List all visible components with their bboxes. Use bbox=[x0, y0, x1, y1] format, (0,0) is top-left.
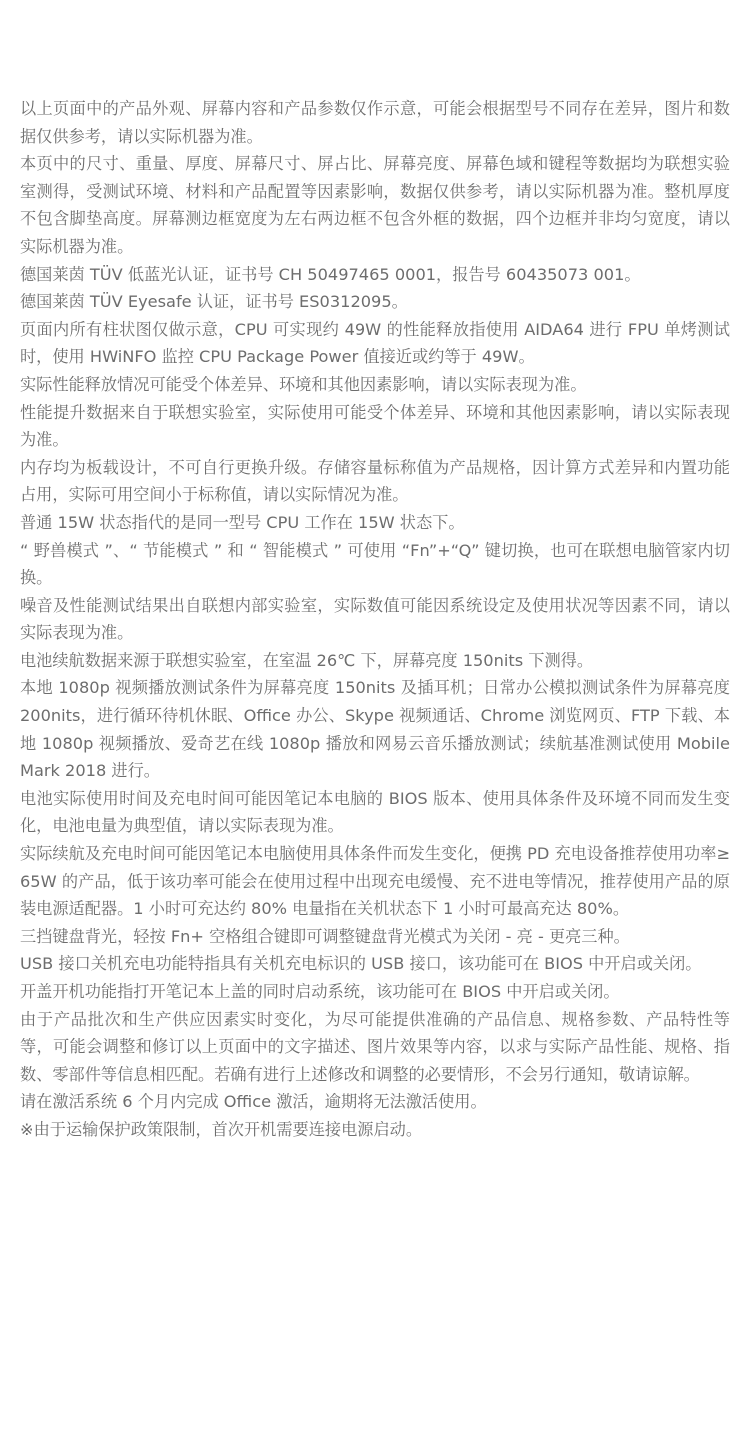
note-charging: 实际续航及充电时间可能因笔记本电脑使用具体条件而发生变化，便携 PD 充电设备推荐使用功率≥65W 的产品，低于该功率可能会在使用过程中出现充电缓慢、充不进电等情况，推荐使用产品的原装电源适配器。1 小时可充达约 80% 电量指在关机状态下 1 小时可最高充达 80%。 bbox=[20, 844, 730, 919]
note-performance-modes: “ 野兽模式 ”、“ 节能模式 ” 和 “ 智能模式 ” 可使用 “Fn”+“Q” 键切换，也可在联想电脑管家内切换。 bbox=[20, 540, 730, 588]
note-usb-charging: USB 接口关机充电功能特指具有关机充电标识的 USB 接口，该功能可在 BIOS 中开启或关闭。 bbox=[20, 954, 702, 974]
note-battery-actual: 电池实际使用时间及充电时间可能因笔记本电脑的 BIOS 版本、使用具体条件及环境不同而发生变化，电池电量为典型值，请以实际表现为准。 bbox=[20, 788, 730, 836]
note-performance-variance: 实际性能释放情况可能受个体差异、环境和其他因素影响，请以实际表现为准。 bbox=[20, 374, 587, 394]
note-tuv-low-blue-light: 德国莱茵 TÜV 低蓝光认证，证书号 CH 50497465 0001，报告号 60435073 001。 bbox=[20, 264, 641, 284]
note-measurement-data: 本页中的尺寸、重量、厚度、屏幕尺寸、屏占比、屏幕亮度、屏幕色域和键程等数据均为联想实验室测得，受测试环境、材料和产品配置等因素影响，数据仅供参考，请以实际机器为准。整机厚度不包含脚垫高度。屏幕测边框宽度为左右两边框不包含外框的数据，四个边框并非均匀宽度，请以实际机器为准。 bbox=[20, 154, 730, 256]
note-memory-storage: 内存均为板载设计，不可自行更换升级。存储容量标称值为产品规格，因计算方式差异和内置功能占用，实际可用空间小于标称值，请以实际情况为准。 bbox=[20, 457, 730, 505]
note-performance-improvement: 性能提升数据来自于联想实验室，实际使用可能受个体差异、环境和其他因素影响，请以实际表现为准。 bbox=[20, 402, 730, 450]
note-15w-state: 普通 15W 状态指代的是同一型号 CPU 工作在 15W 状态下。 bbox=[20, 512, 465, 532]
note-cpu-performance: 页面内所有柱状图仅做示意，CPU 可实现约 49W 的性能释放指使用 AIDA64 进行 FPU 单烤测试时，使用 HWiNFO 监控 CPU Package Power 值接近或约等于 49W。 bbox=[20, 319, 730, 367]
note-lid-open-boot: 开盖开机功能指打开笔记本上盖的同时启动系统，该功能可在 BIOS 中开启或关闭。 bbox=[20, 982, 620, 1001]
note-product-appearance: 以上页面中的产品外观、屏幕内容和产品参数仅作示意，可能会根据型号不同存在差异，图片和数据仅供参考，请以实际机器为准。 bbox=[20, 99, 730, 146]
note-battery-source: 电池续航数据来源于联想实验室，在室温 26℃ 下，屏幕亮度 150nits 下测得。 bbox=[20, 650, 594, 670]
note-battery-test-conditions: 本地 1080p 视频播放测试条件为屏幕亮度 150nits 及插耳机；日常办公模拟测试条件为屏幕亮度 200nits，进行循环待机休眠、Office 办公、Skype 视频通话、Chrome 浏览网页、FTP 下载、本地 1080p 视频播放、爱奇艺在线 1080p 播放和网易云音乐播放测试；续航基准测试使用 MobileMark 2018 进行。 bbox=[20, 678, 730, 781]
disclaimer-notes bbox=[20, 95, 730, 1144]
note-tuv-eyesafe: 德国莱茵 TÜV Eyesafe 认证，证书号 ES0312095。 bbox=[20, 292, 408, 312]
note-office-activation: 请在激活系统 6 个月内完成 Office 激活，逾期将无法激活使用。 bbox=[20, 1092, 487, 1112]
note-keyboard-backlight: 三挡键盘背光，轻按 Fn+ 空格组合键即可调整键盘背光模式为关闭 - 亮 - 更亮三种。 bbox=[20, 926, 630, 946]
note-product-changes: 由于产品批次和生产供应因素实时变化，为尽可能提供准确的产品信息、规格参数、产品特性等等，可能会调整和修订以上页面中的文字描述、图片效果等内容，以求与实际产品性能、规格、指数、零部件等信息相匹配。若确有进行上述修改和调整的必要情形，不会另行通知，敬请谅解。 bbox=[20, 1009, 730, 1084]
note-noise-test: 噪音及性能测试结果出自联想内部实验室，实际数值可能因系统设定及使用状况等因素不同，请以实际表现为准。 bbox=[20, 595, 730, 643]
note-first-boot-power: ※由于运输保护政策限制，首次开机需要连接电源启动。 bbox=[20, 1119, 423, 1139]
